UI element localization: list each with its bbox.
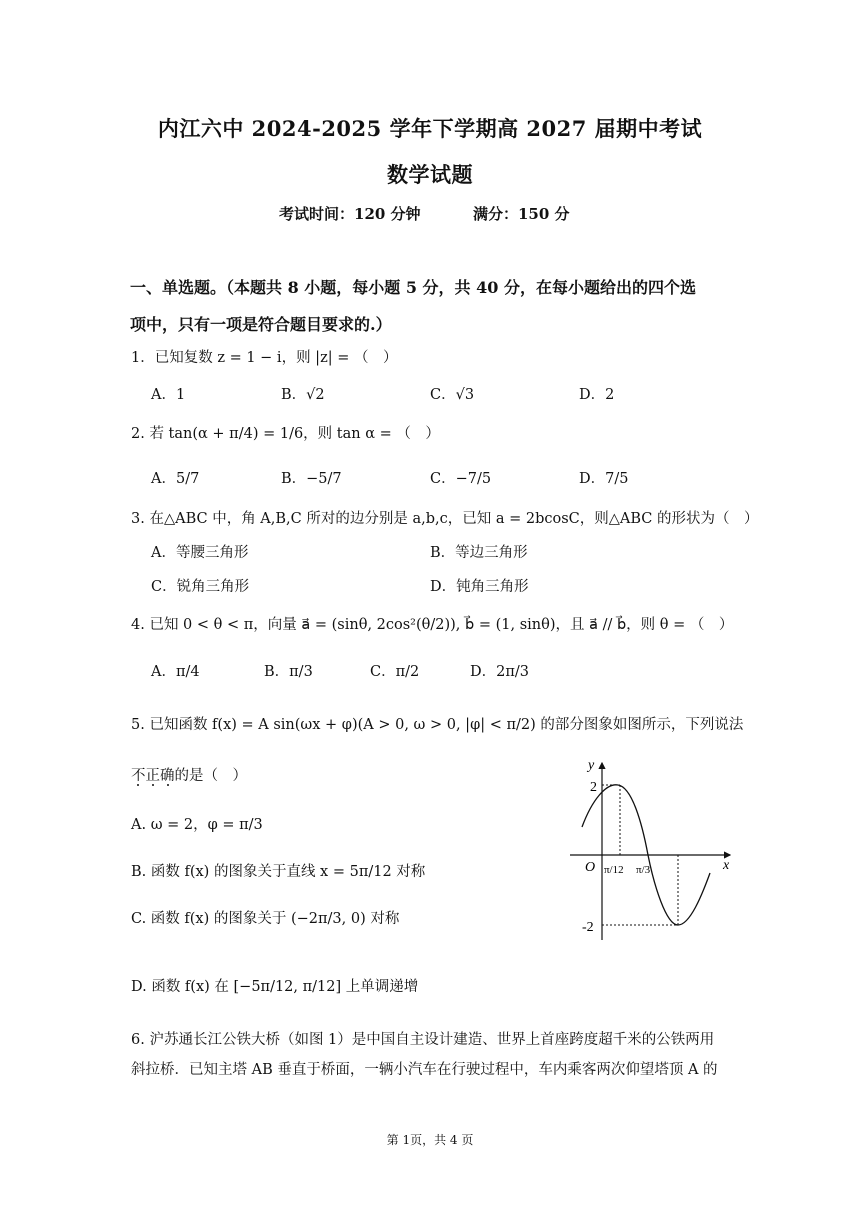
question-5-option-c: C. 函数 f(x) 的图象关于 (−2π/3, 0) 对称 <box>131 911 400 927</box>
section-heading-line2: 项中，只有一项是符合题目要求的.） <box>130 315 392 334</box>
y-min-label: -2 <box>582 920 594 935</box>
origin-label: O <box>585 860 596 875</box>
emphasis-dot <box>137 784 139 786</box>
question-4-option-a: A．π/4 <box>151 664 200 680</box>
question-2-stem: 2. 若 tan(α + π/4) = 1/6，则 tan α = （ ） <box>131 426 440 442</box>
question-6-line1: 6. 沪苏通长江公铁大桥（如图 1）是中国自主设计建造、世界上首座跨度超千米的公铁两用 <box>131 1032 715 1048</box>
y-axis-label: y <box>588 758 595 773</box>
tick-pi-over-3: π/3 <box>636 864 651 876</box>
question-1-option-a: A．1 <box>151 387 186 403</box>
page-footer: 第 1页，共 4 页 <box>386 1133 474 1147</box>
emphasis-dot <box>167 784 169 786</box>
question-3-option-b: B．等边三角形 <box>430 545 528 561</box>
function-graph <box>570 755 740 945</box>
question-1-option-b: B．√2 <box>281 387 325 403</box>
question-1-option-c: C．√3 <box>430 387 475 403</box>
question-2-option-c: C．−7/5 <box>430 471 492 487</box>
question-1-stem: 1．已知复数 z = 1 − i，则 |z| = （ ） <box>131 350 398 366</box>
tick-pi-over-12: π/12 <box>604 864 624 876</box>
question-3-option-d: D．钝角三角形 <box>430 579 529 595</box>
question-2-option-a: A．5/7 <box>151 471 200 487</box>
exam-score: 满分：150 分 <box>473 205 570 223</box>
question-1-option-d: D．2 <box>579 387 615 403</box>
question-5-option-a: A. ω = 2，φ = π/3 <box>131 817 263 833</box>
exam-time: 考试时间：120 分钟 <box>279 205 421 223</box>
question-5-option-b: B. 函数 f(x) 的图象关于直线 x = 5π/12 对称 <box>131 864 426 880</box>
question-3-option-c: C．锐角三角形 <box>151 579 250 595</box>
question-4-stem: 4. 已知 0 < θ < π，向量 a⃗ = (sinθ, 2cos²(θ/2)), b⃗ = (1, sinθ)，且 a⃗ // b⃗，则 θ = （ ） <box>131 617 734 633</box>
emphasis-dot <box>152 784 154 786</box>
question-2-option-d: D．7/5 <box>579 471 629 487</box>
question-5-stem: 5. 已知函数 f(x) = A sin(ωx + φ)(A > 0, ω > 0, |φ| < π/2) 的部分图象如图所示，下列说法 <box>131 717 744 733</box>
y-max-label: 2 <box>590 780 597 795</box>
x-axis-label: x <box>723 858 730 873</box>
exam-subtitle: 数学试题 <box>387 162 473 187</box>
exam-title: 内江六中 2024-2025 学年下学期高 2027 届期中考试 <box>157 116 703 141</box>
section-heading-line1: 一、单选题。（本题共 8 小题，每小题 5 分，共 40 分，在每小题给出的四个选 <box>130 278 696 297</box>
question-3-stem: 3. 在△ABC 中，角 A,B,C 所对的边分别是 a,b,c，已知 a = 2bcosC，则△ABC 的形状为（ ） <box>131 511 759 527</box>
question-6-line2: 斜拉桥．已知主塔 AB 垂直于桥面，一辆小汽车在行驶过程中，车内乘客两次仰望塔顶 A 的 <box>131 1062 718 1078</box>
question-4-option-b: B．π/3 <box>264 664 313 680</box>
question-5-stem-continued: 不正确的是（ ） <box>131 768 247 784</box>
question-3-option-a: A．等腰三角形 <box>151 545 249 561</box>
question-5-option-d: D. 函数 f(x) 在 [−5π/12, π/12] 上单调递增 <box>131 979 419 995</box>
question-4-option-c: C．π/2 <box>370 664 420 680</box>
question-2-option-b: B．−5/7 <box>281 471 342 487</box>
question-4-option-d: D．2π/3 <box>470 664 529 680</box>
